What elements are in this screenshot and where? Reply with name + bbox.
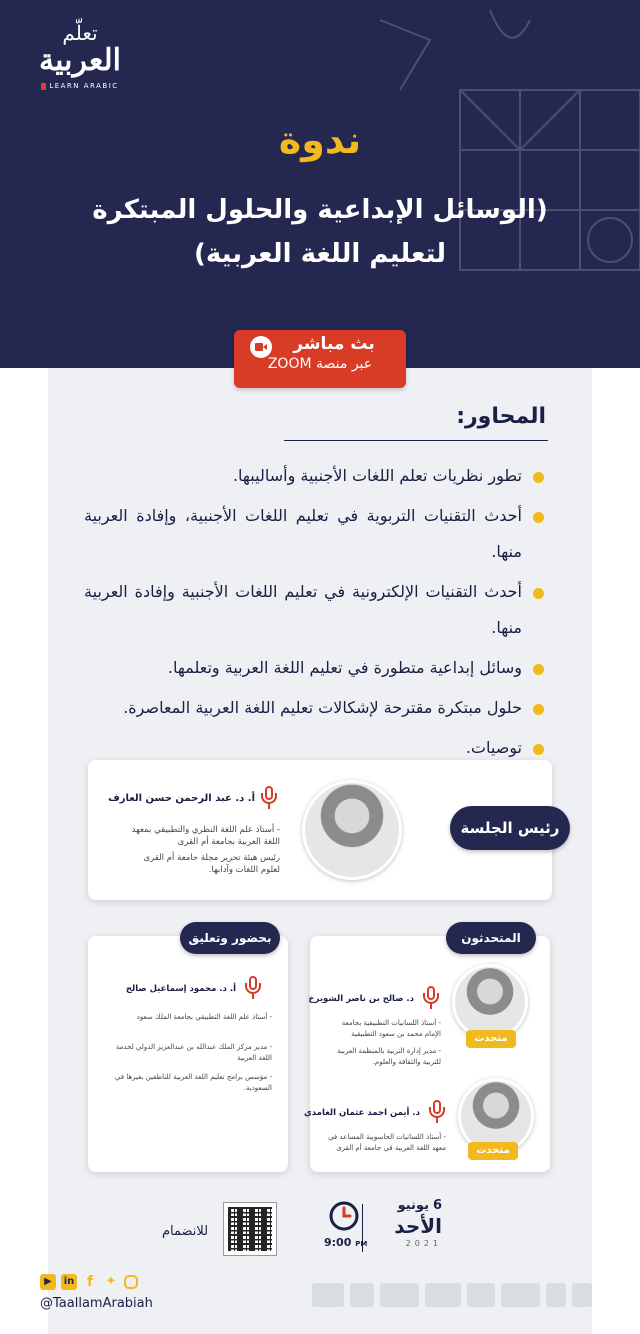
- microphone-icon: [422, 986, 440, 1010]
- twitter-icon[interactable]: ✦: [105, 1274, 117, 1289]
- list-item: أحدث التقنيات الإلكترونية في تعليم اللغات الأجنبية وإفادة العربية منها.: [84, 574, 550, 646]
- bookmark-icon: [41, 83, 46, 90]
- speaker-2-name: د. أيمن احمد عثمان الغامدي: [303, 1108, 420, 1118]
- guest-label: بحضور وتعليق: [180, 922, 280, 954]
- join-qr-code[interactable]: [223, 1202, 277, 1256]
- guest-desc-3: - مؤسس برامج تعليم اللغة العربية للناطقين بغيرها في السعودية.: [114, 1073, 272, 1092]
- speaker-1-desc-2: - مدير إدارة التربية بالمنظمة العربية للتربية والثقافة والعلوم.: [337, 1047, 441, 1066]
- video-camera-icon: [250, 336, 272, 358]
- live-stream-badge: [234, 330, 406, 388]
- chair-desc-2: رئيس هيئة تحرير مجلة جامعة أم القرى لعلوم اللغات وآدابها.: [143, 853, 280, 875]
- guest-desc-2: - مدير مركز الملك عبدالله بن عبدالعزيز الدولي لخدمة اللغة العربية: [115, 1043, 272, 1062]
- event-day: 6: [432, 1198, 442, 1213]
- facebook-icon[interactable]: f: [86, 1274, 94, 1290]
- event-month: يونيو: [397, 1198, 429, 1213]
- event-time-value: 9:00: [324, 1236, 352, 1249]
- event-weekday: الأحد: [394, 1214, 442, 1238]
- list-item: توصيات.: [84, 730, 550, 766]
- sponsor-logo: [546, 1283, 566, 1307]
- speaker-2-desc-1: - أستاذ اللسانيات الحاسوبية المساعد في معهد اللغة العربية في جامعة أم القرى: [328, 1133, 446, 1152]
- sponsor-logo: [501, 1283, 541, 1307]
- topics-heading: المحاور:: [456, 404, 546, 429]
- avatar: [302, 780, 402, 880]
- microphone-icon: [244, 976, 262, 1000]
- list-item: حلول مبتكرة مقترحة لإشكالات تعليم اللغة العربية المعاصرة.: [84, 690, 550, 726]
- linkedin-icon[interactable]: in: [61, 1274, 77, 1290]
- list-item: تطور نظريات تعلم اللغات الأجنبية وأساليبها.: [84, 458, 550, 494]
- logo-ar-main: العربية: [39, 43, 121, 78]
- youtube-icon[interactable]: ▶: [40, 1274, 56, 1290]
- social-handle: @TaallamArabiah: [40, 1296, 153, 1311]
- header-banner: [0, 0, 640, 368]
- join-label: للانضمام: [162, 1224, 209, 1239]
- event-time: [324, 1236, 367, 1249]
- speaker-1-name: د. صالح بن ناصر الشويرخ: [308, 994, 414, 1004]
- page-title: ندوة: [278, 118, 362, 162]
- event-time-ampm: PM: [355, 1240, 368, 1248]
- subtitle-line-2: لتعليم اللغة العربية): [193, 239, 447, 269]
- social-links: [40, 1274, 138, 1290]
- decorative-pattern: [360, 0, 640, 368]
- speaker-tag: متحدث: [466, 1030, 516, 1048]
- seminar-subtitle: [60, 188, 580, 276]
- microphone-icon: [260, 786, 278, 810]
- logo-ar-top: تعلّم: [62, 21, 98, 45]
- zoom-label: عبر منصة ZOOM: [267, 356, 373, 372]
- event-date: [372, 1198, 442, 1248]
- speaker-1-desc-1: - أستاذ اللسانيات التطبيقية بجامعة الإمام محمد بن سعود التطبيقية: [341, 1019, 441, 1038]
- instagram-icon[interactable]: [124, 1275, 138, 1289]
- speakers-label: المتحدثون: [446, 922, 536, 954]
- microphone-icon: [428, 1100, 446, 1124]
- divider: [284, 440, 548, 441]
- subtitle-line-1: (الوسائل الإبداعية والحلول المبتكرة: [92, 195, 548, 225]
- logo-en: LEARN ARABIC: [49, 82, 119, 90]
- event-year: 2021: [405, 1239, 442, 1248]
- sponsor-logo: [350, 1283, 374, 1307]
- live-label: بث مباشر: [293, 334, 375, 354]
- chair-name: أ. د. عبد الرحمن حسن العارف: [108, 793, 255, 804]
- list-item: أحدث التقنيات التربوية في تعليم اللغات الأجنبية، وإفادة العربية منها.: [84, 498, 550, 570]
- sponsor-logo: [312, 1283, 344, 1307]
- avatar: [452, 964, 528, 1040]
- chair-desc-1: - أستاذ علم اللغة النظري والتطبيقي بمعهد اللغة العربية بجامعة أم القرى: [131, 825, 280, 847]
- sponsor-logo: [467, 1283, 495, 1307]
- list-item: وسائل إبداعية متطورة في تعليم اللغة العربية وتعلمها.: [84, 650, 550, 686]
- chair-label: رئيس الجلسة: [450, 806, 570, 850]
- guest-desc-1: - أستاذ علم اللغة التطبيقي بجامعة الملك سعود: [136, 1013, 272, 1021]
- sponsor-logo: [380, 1283, 420, 1307]
- topics-list: [84, 458, 550, 770]
- learn-arabic-logo: [30, 22, 130, 112]
- speaker-tag: متحدث: [468, 1142, 518, 1160]
- sponsor-logos: [312, 1280, 592, 1310]
- sponsor-logo: [425, 1283, 461, 1307]
- guest-name: أ. د. محمود إسماعيل صالح: [125, 984, 236, 994]
- sponsor-logo: [572, 1283, 592, 1307]
- clock-icon: [328, 1200, 360, 1232]
